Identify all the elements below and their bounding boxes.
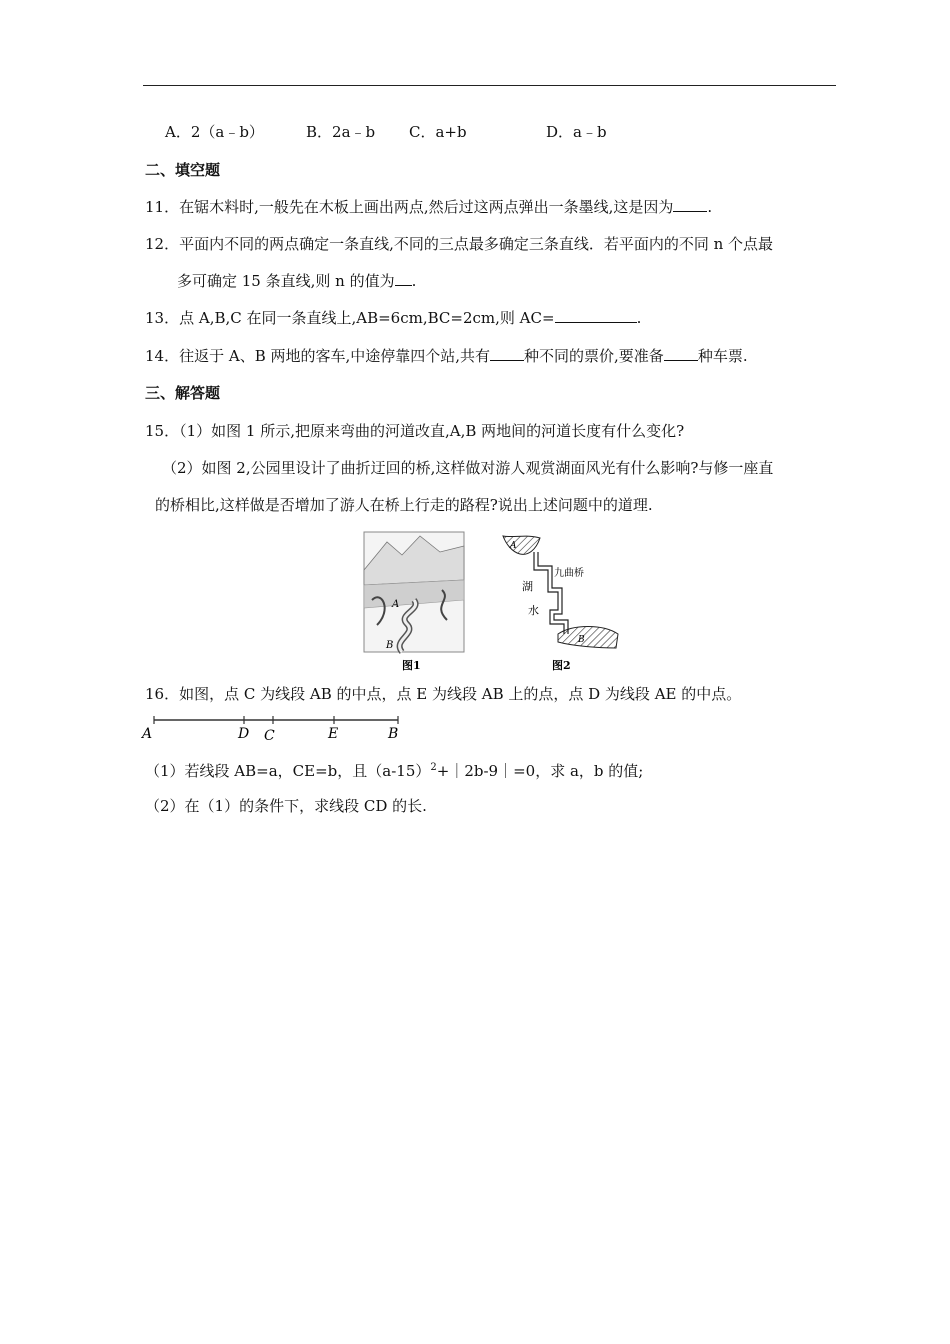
figure-2-lake-label-1: 湖: [522, 580, 533, 593]
figure-2-bridge-label: 九曲桥: [554, 568, 584, 579]
option-a: A．2（a﹣b）: [165, 123, 264, 141]
option-b: B．2a﹣b: [306, 123, 376, 141]
question-16-part1: [145, 758, 643, 781]
exponent: 2: [430, 762, 437, 773]
question-16-part1-text: （1）若线段 AB=a，CE=b，且（a-15）: [145, 762, 431, 780]
answer-blank: [490, 346, 524, 361]
answer-blank: [664, 346, 698, 361]
point-a-label: A: [142, 726, 153, 742]
option-d: D．a﹣b: [546, 123, 607, 141]
answer-blank: [555, 308, 637, 323]
question-14-end: 种车票.: [697, 347, 748, 365]
figure-2-label-b: B: [578, 635, 585, 645]
question-16-part2: （2）在（1）的条件下，求线段 CD 的长.: [145, 797, 427, 815]
figure-1-label-b: B: [386, 640, 394, 651]
figure-2-label-a: A: [510, 541, 517, 551]
figure-2-lake-label-2: 水: [528, 604, 539, 617]
question-14-mid: 种不同的票价,要准备: [524, 347, 664, 365]
question-15-part2-line1: （2）如图 2,公园里设计了曲折迂回的桥,这样做对游人观赏湖面风光有什么影响?与修一座直: [162, 459, 774, 477]
question-12-text: 多可确定 15 条直线,则 n 的值为: [177, 272, 395, 290]
shore-a: [503, 536, 540, 554]
shore-b: [558, 627, 618, 649]
question-12-line1: 12．平面内不同的两点确定一条直线,不同的三点最多确定三条直线．若平面内的不同 n 个点最: [145, 235, 774, 253]
header-rule: [143, 85, 836, 86]
answer-blank: [395, 271, 412, 286]
option-c: C．a+b: [409, 123, 467, 141]
question-14-text: 14．往返于 A、B 两地的客车,中途停靠四个站,共有: [145, 347, 491, 365]
question-11-text: 11．在锯木料时,一般先在木板上画出两点,然后过这两点弹出一条墨线,这是因为: [145, 198, 674, 216]
question-14: [145, 346, 748, 366]
point-d-label: D: [238, 726, 250, 742]
figure-1-label-a: A: [392, 599, 400, 610]
answer-blank: [673, 197, 707, 212]
question-11: [145, 197, 712, 217]
section-answer-heading: 三、解答题: [145, 384, 221, 402]
question-13: [145, 308, 641, 328]
zigzag-bridge-inner: [538, 552, 568, 634]
figure-2-caption: 图2: [552, 659, 571, 672]
point-b-label: B: [388, 726, 399, 742]
question-13-end: .: [636, 309, 642, 327]
figure-1-river: [362, 530, 466, 672]
segment-diagram: [140, 714, 410, 744]
figure-2-bridge: [498, 530, 622, 672]
point-e-label: E: [328, 726, 339, 742]
question-16-part1-end: +｜2b-9｜=0，求 a，b 的值;: [436, 762, 644, 780]
point-c-label: C: [264, 728, 275, 744]
question-16-stem: 16．如图，点 C 为线段 AB 的中点，点 E 为线段 AB 上的点，点 D 为线段 AE 的中点。: [145, 685, 742, 703]
section-fill-blank-heading: 二、填空题: [145, 161, 221, 179]
question-15-part1: 15．（1）如图 1 所示,把原来弯曲的河道改直,A,B 两地间的河道长度有什么变化?: [145, 422, 685, 440]
question-12-end: .: [411, 272, 417, 290]
question-13-text: 13．点 A,B,C 在同一条直线上,AB=6cm,BC=2cm,则 AC=: [145, 309, 555, 327]
question-15-part2-line2: 的桥相比,这样做是否增加了游人在桥上行走的路程?说出上述问题中的道理.: [155, 496, 653, 514]
question-11-end: .: [707, 198, 713, 216]
figure-1-caption: 图1: [402, 659, 421, 672]
question-12-line2: [177, 271, 416, 291]
